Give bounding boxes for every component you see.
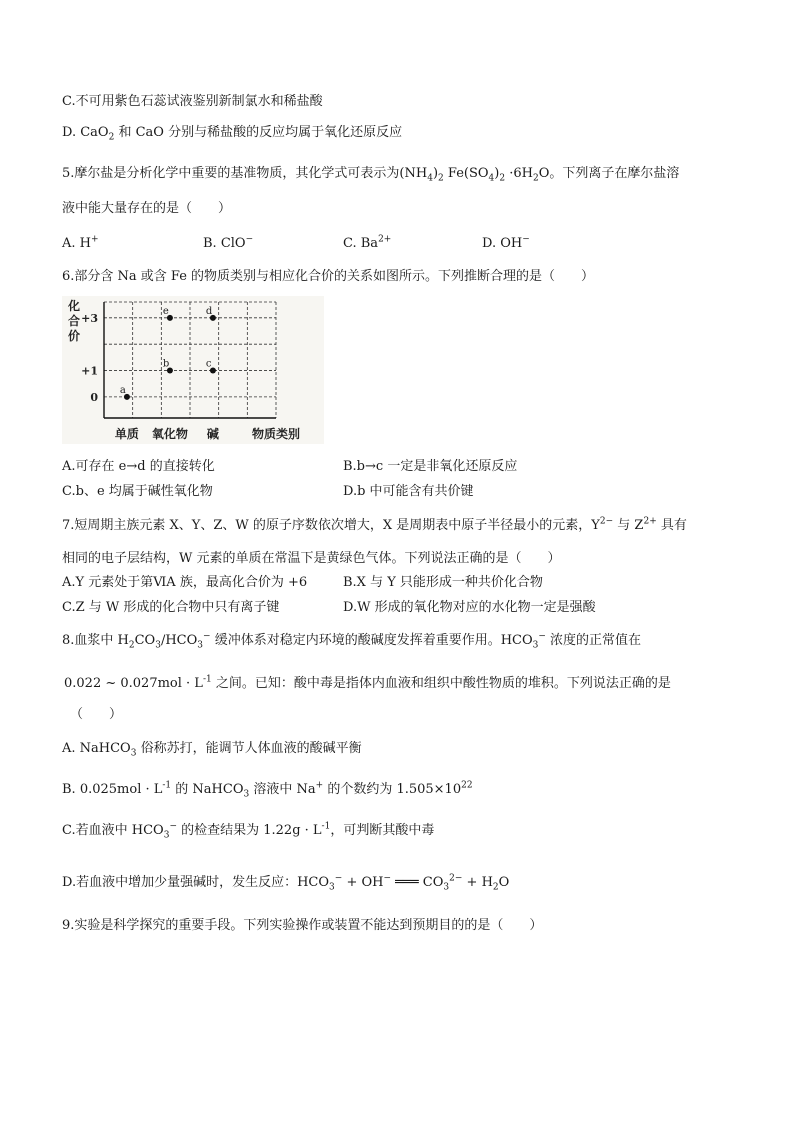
q7-option-a: A.Y 元素处于第ⅥA 族，最高化合价为 +6 xyxy=(62,575,308,590)
ylabel-char: 合 xyxy=(68,314,81,328)
q7-stem-line1: 7.短周期主族元素 X、Y、Z、W 的原子序数依次增大，X 是周期表中原子半径最小的元素，$Y^{2-}$ 与 $Z^{2+}$ 具有 xyxy=(62,516,687,533)
data-point-label-c: c xyxy=(205,358,212,370)
q6-option-c: C.b、e 均属于碱性氧化物 xyxy=(62,484,213,499)
ylabel-char: 化 xyxy=(68,299,81,313)
q7-option-b: B.X 与 Y 只能形成一种共价化合物 xyxy=(343,575,543,590)
q6-option-d: D.b 中可能含有共价键 xyxy=(343,484,474,499)
data-point-label-d: d xyxy=(205,305,213,317)
q6-stem: 6.部分含 Na 或含 Fe 的物质类别与相应化合价的关系如图所示。下列推断合理的是（ ） xyxy=(62,269,595,284)
chart-xlabel: 物质类别 xyxy=(252,427,301,441)
y-tick-label: +1 xyxy=(81,364,98,378)
data-point-label-b: b xyxy=(162,358,170,370)
q5-option-b: B. ClO− xyxy=(203,234,254,251)
q5-option-d: D. OH− xyxy=(482,234,530,251)
q6-option-b: B.b→c 一定是非氧化还原反应 xyxy=(343,459,518,474)
y-tick-label: +3 xyxy=(81,311,98,325)
chart-ylabel xyxy=(67,298,80,343)
q7-option-d: D.W 形成的氧化物对应的水化物一定是强酸 xyxy=(343,600,596,615)
q7-stem-line2: 相同的电子层结构，W 元素的单质在常温下是黄绿色气体。下列说法正确的是（ ） xyxy=(62,551,561,566)
q8-option-a: A. NaHCO$_3$ 俗称苏打，能调节人体血液的酸碱平衡 xyxy=(62,741,362,759)
x-category-label: 单质 xyxy=(114,427,139,441)
valence-category-chart xyxy=(62,296,324,444)
q4-option-c: C.不可用紫色石蕊试液鉴别新制氯水和稀盐酸 xyxy=(62,94,323,109)
q8-option-d: D.若血液中增加少量强碱时，发生反应：$HCO_3^- + OH^-$ ═══ $CO_3^{2-} + H_2O$ xyxy=(62,873,510,893)
q9-stem: 9.实验是科学探究的重要手段。下列实验操作或装置不能达到预期目的的是（ ） xyxy=(62,918,543,933)
q8-stem-line1: 8.血浆中 $H_2CO_3/HCO_3^-$ 缓冲体系对稳定内环境的酸碱度发挥着重要作用。$HCO_3^-$ 浓度的正常值在 xyxy=(62,631,642,651)
ylabel-char: 价 xyxy=(68,329,81,343)
q8-option-b: B. $0.025mol \cdot L^{-1}$ 的 NaHCO$_3$ 溶液中 Na+ 的个数约为 $1.505\times 10^{22}$ xyxy=(62,780,473,800)
q5-stem-line2: 液中能大量存在的是（ ） xyxy=(62,201,232,216)
chart-background xyxy=(62,296,324,444)
q5-stem-line1: 5.摩尔盐是分析化学中重要的基准物质，其化学式可表示为$(NH_4)_2$ $Fe(SO_4)_2 \cdot 6H_2O$。下列离子在摩尔盐溶 xyxy=(62,166,680,184)
q6-option-a: A.可存在 e→d 的直接转化 xyxy=(62,459,215,474)
q8-stem-line2: 0.022 ~ $0.027mol \cdot L^{-1}$ 之间。已知：酸中毒是指体内血液和组织中酸性物质的堆积。下列说法正确的是 xyxy=(64,674,671,691)
y-tick-label: 0 xyxy=(90,390,98,404)
x-category-label: 氧化物 xyxy=(151,427,188,441)
x-category-label: 碱 xyxy=(206,427,219,441)
data-point-label-e: e xyxy=(162,305,169,317)
q7-option-c: C.Z 与 W 形成的化合物中只有离子键 xyxy=(62,600,280,615)
q5-option-c: C. $Ba^{2+}$ xyxy=(343,234,392,251)
q4-option-d: D. CaO$_2$ 和 CaO 分别与稀盐酸的反应均属于氧化还原反应 xyxy=(62,125,403,143)
q8-option-c: C.若血液中 $HCO_3^-$ 的检查结果为 $1.22g \cdot L^{-1}$，可判断其酸中毒 xyxy=(62,821,435,841)
q8-stem-line3: （ ） xyxy=(70,707,123,722)
data-point-label-a: a xyxy=(119,384,126,396)
q5-option-a: A. H+ xyxy=(62,234,99,251)
